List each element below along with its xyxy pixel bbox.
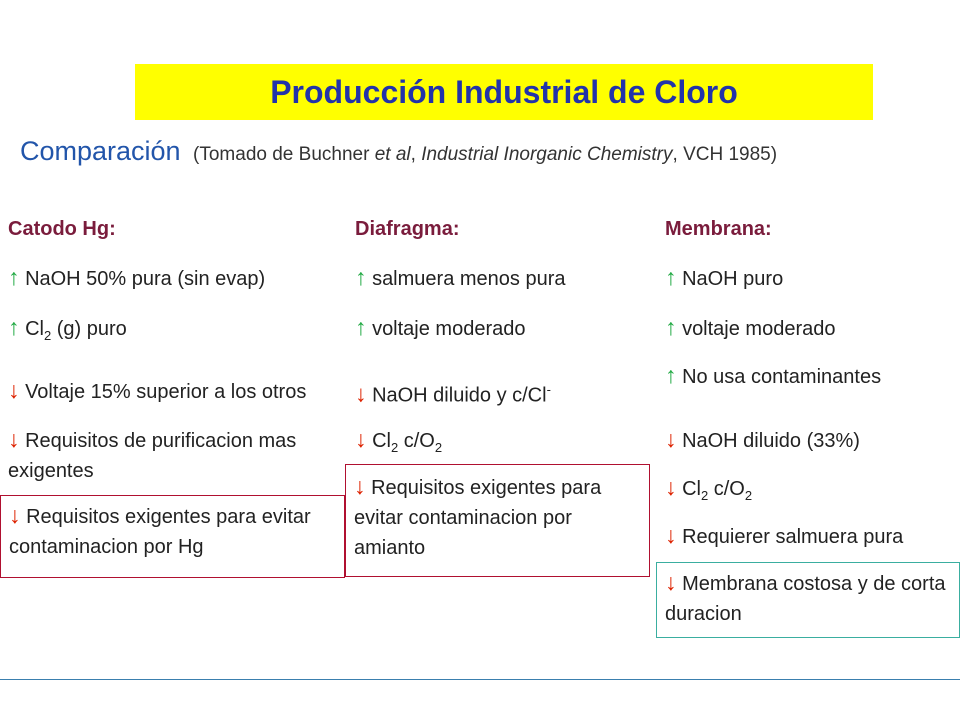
- up-arrow-icon: ↑: [355, 264, 367, 290]
- list-item: ↓ Requisitos de purificacion mas exigentes: [8, 426, 297, 482]
- list-item: ↓ $Cl_2$ $c/O_2$: [665, 474, 753, 503]
- list-item: ↑ voltaje moderado: [665, 314, 836, 340]
- down-arrow-icon: ↓: [665, 474, 677, 500]
- column-heading-membrana: Membrana:: [665, 218, 772, 240]
- list-item: ↓ NaOH diluido (33%): [665, 426, 860, 452]
- bottom-divider: [0, 679, 960, 680]
- list-item: ↑ $Cl_2$ (g) puro: [8, 314, 127, 343]
- list-item: ↑ voltaje moderado: [355, 314, 526, 340]
- column-heading-catodo-hg: Catodo Hg:: [8, 218, 116, 240]
- list-item: ↓ Requierer salmuera pura: [665, 522, 904, 548]
- subtitle-main: Comparación: [20, 136, 181, 166]
- page-title: Producción Industrial de Cloro: [270, 73, 738, 110]
- column-heading-diafragma: Diafragma:: [355, 218, 460, 240]
- highlight-box-amianto: ↓ Requisitos exigentes para evitar contaminacion por amianto: [345, 464, 650, 577]
- down-arrow-icon: ↓: [355, 426, 367, 452]
- title-banner: [135, 64, 873, 120]
- list-item: ↑ salmuera menos pura: [355, 264, 566, 290]
- up-arrow-icon: ↑: [665, 264, 677, 290]
- up-arrow-icon: ↑: [8, 264, 20, 290]
- list-item: ↑ NaOH puro: [665, 264, 784, 290]
- list-item: ↑ No usa contaminantes: [665, 362, 882, 388]
- down-arrow-icon: ↓: [665, 569, 677, 595]
- up-arrow-icon: ↑: [665, 314, 677, 340]
- up-arrow-icon: ↑: [355, 314, 367, 340]
- subtitle-note: (Tomado de Buchner et al, Industrial Inorganic Chemistry, VCH 1985): [193, 144, 778, 165]
- down-arrow-icon: ↓: [355, 380, 367, 407]
- up-arrow-icon: ↑: [665, 362, 677, 388]
- down-arrow-icon: ↓: [665, 426, 677, 452]
- highlight-box-membrana: ↓ Membrana costosa y de corta duracion: [656, 562, 960, 638]
- down-arrow-icon: ↓: [9, 502, 21, 528]
- down-arrow-icon: ↓: [8, 377, 20, 403]
- up-arrow-icon: ↑: [8, 314, 20, 340]
- list-item: ↓ Voltaje 15% superior a los otros: [8, 377, 307, 403]
- down-arrow-icon: ↓: [665, 522, 677, 548]
- list-item: ↓ NaOH diluido y c/Cl-: [355, 380, 551, 407]
- subtitle: [20, 136, 777, 167]
- list-item: ↑ NaOH 50% pura (sin evap): [8, 264, 266, 290]
- highlight-box-hg: ↓ Requisitos exigentes para evitar contaminacion por Hg: [0, 495, 345, 578]
- list-item: ↓ $Cl_2$ $c/O_2$: [355, 426, 443, 455]
- down-arrow-icon: ↓: [354, 473, 366, 499]
- down-arrow-icon: ↓: [8, 426, 20, 452]
